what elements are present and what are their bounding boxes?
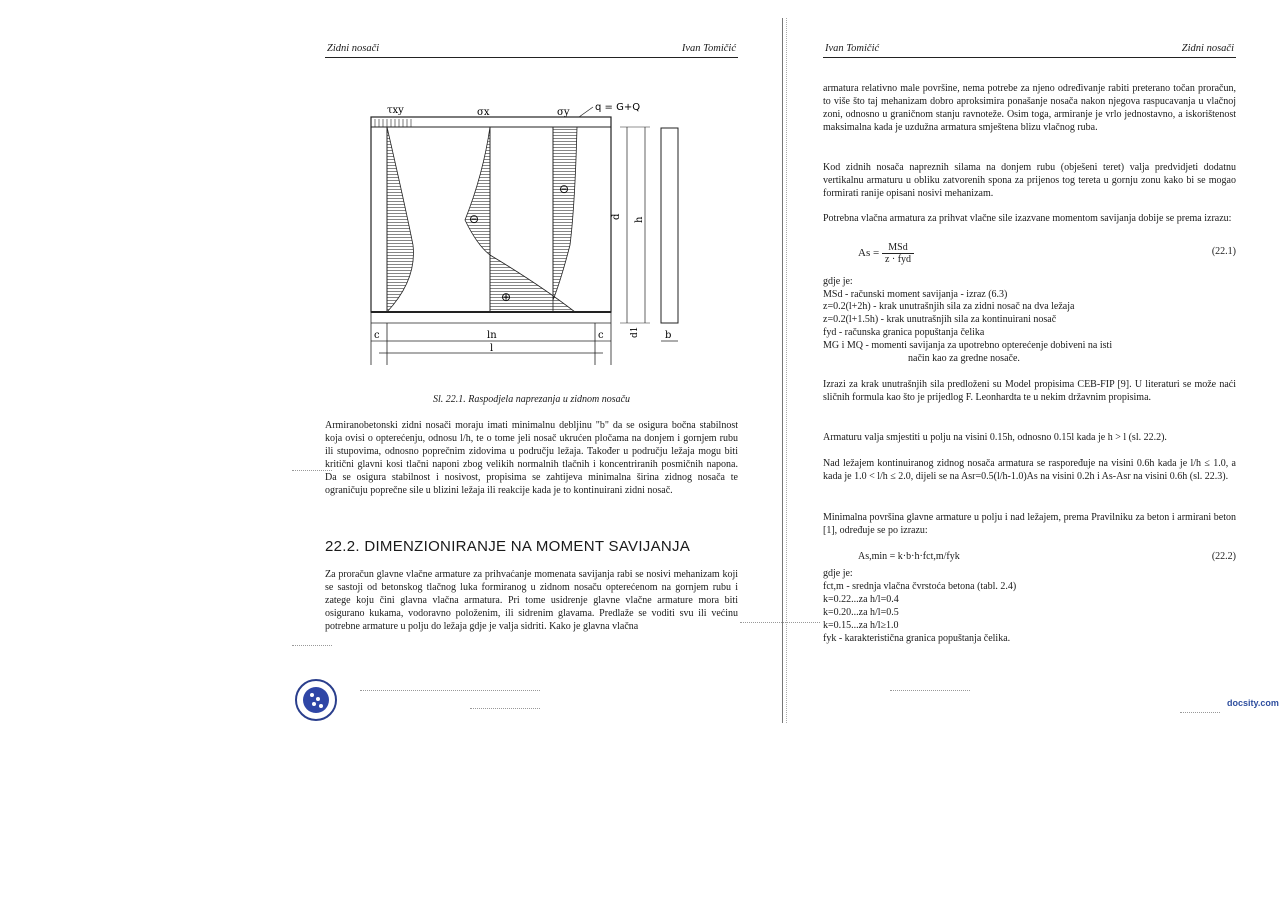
left-header-title: Zidni nosači [327, 43, 380, 54]
def1-item: način kao za gredne nosače. [908, 353, 1020, 364]
equation-22-2: As,min = k·b·h·fct,m/fyk [858, 551, 960, 562]
right-header-title: Zidni nosači [1181, 43, 1234, 54]
where-label-2: gdje je: [823, 568, 853, 579]
right-paragraph-5b: Nad ležajem kontinuiranog zidnog nosača armatura se raspoređuje na visini 0.6h kada je l/h ≤ 1.0, a kada je 1.0 < l/h ≤ 2.0, dijeli se na Asr=0.5(l/h-1.0)As na visini 0.2h i As-Asr na visini 0.6h (sl. 22.3). [823, 458, 1236, 482]
def1-item: fyd - računska granica popuštanja čelika [823, 327, 985, 338]
eq2-number: (22.2) [1211, 551, 1236, 562]
c-right-label: c [598, 330, 604, 341]
logo-dot [319, 704, 323, 708]
eq1-number: (22.1) [1211, 246, 1236, 257]
left-paragraph-1: Armiranobetonski zidni nosači moraju imati minimalnu debljinu "b" da se osigura bočna stabilnost koja ovisi o opterećenju, odnosu l/h, te o tome jeli nosač ukrućen pločama na donjem i gornjem rubu ili stupovima, odnosno poprečnim zidovima u području ležaja. Također u području ležaja mogu biti kritični glavni kosi tlačni naponi zbog velikih normalnih tlačnih i koncentriranih posmičnih napona. Da se osigura stabilnost i nosivost, propisima se zahtijeva minimalna širina zidnog nosača te ograničuju poprečne sile u blizini ležaja ili reakcije kada je to kontinuirani zidni nosač. [325, 420, 738, 496]
h-label: h [634, 216, 645, 223]
right-paragraph-4: Izrazi za krak unutrašnjih sila predloženi su Model propisima CEB-FIP [9]. U literaturi se može naći sličnih formula kao što je prijedlog F. Leonhardta te u nekim državnim propisima. [823, 379, 1236, 403]
section-title: 22.2. DIMENZIONIRANJE NA MOMENT SAVIJANJA [325, 538, 691, 555]
load-label: q = G+Q [595, 102, 641, 113]
logo-dot [310, 693, 314, 697]
load-arrows [375, 119, 411, 127]
scan-noise [740, 622, 820, 623]
figure-caption: Sl. 22.1. Raspodjela naprezanja u zidnom nosaču [432, 394, 631, 405]
scan-noise [360, 690, 540, 691]
logo-dot [316, 697, 320, 701]
eq1-denominator: z · fyd [884, 254, 912, 265]
def2-item: k=0.15...za h/l≥1.0 [823, 620, 899, 631]
l-label: l [490, 343, 494, 354]
scan-noise [292, 470, 332, 471]
docsity-logo-icon[interactable] [295, 679, 337, 721]
logo-dot [312, 702, 316, 706]
right-paragraph-5a: Armaturu valja smjestiti u polju na visini 0.15h, odnosno 0.15l kada je h > l (sl. 22.2). [823, 432, 1167, 443]
left-page-header [325, 43, 738, 58]
scan-noise [890, 690, 970, 691]
tau-diagram [387, 127, 413, 312]
d1-label: d1 [630, 326, 640, 338]
sigma-x-label: σx [477, 107, 490, 118]
right-header-author: Ivan Tomičić [825, 43, 880, 54]
where-label-1: gdje je: [823, 276, 853, 287]
def1-item: z=0.2(l+2h) - krak unutrašnjih sila za zidni nosač na dva ležaja [823, 301, 1075, 312]
ln-label: ln [487, 330, 497, 341]
def2-item: fct,m - srednja vlačna čvrstoća betona (tabl. 2.4) [823, 581, 1017, 592]
def1-item: MG i MQ - momenti savijanja za upotrebno opterećenje dobiveni na isti [823, 340, 1113, 351]
minus-sign-1: ⊖ [469, 212, 480, 226]
def1-item: MSd - računski moment savijanja - izraz (6.3) [823, 289, 1008, 300]
equation-22-1 [858, 242, 914, 265]
def1-item: z=0.2(l+1.5h) - krak unutrašnjih sila za kontinuirani nosač [823, 314, 1057, 325]
scan-noise [1180, 712, 1220, 713]
eq1-lhs: As = [858, 247, 880, 260]
logo-inner [303, 687, 329, 713]
docsity-brand-link[interactable]: docsity.com [1227, 698, 1279, 708]
sigma-x-diagram-top [465, 127, 490, 255]
book-spine [782, 18, 783, 723]
eq1-fraction [882, 242, 914, 265]
right-paragraph-3: Potrebna vlačna armatura za prihvat vlačne sile izazvane momentom savijanja dobije se prema izrazu: [823, 213, 1232, 224]
scan-noise [292, 645, 332, 646]
right-paragraph-1: armatura relativno male površine, nema potrebe za njeno određivanje rabiti preterano točan proračun, to više što taj mehanizam dobro aproksimira ponašanje nosača nakon njegova raspucavanja u vlačnoj zoni, odnosno u graničnom stanju ravnoteže. Osim toga, armiranje je vrlo jednostavno, a iskorištenost maksimalna kada je uzdužna armatura smještena blizu vlačnog ruba. [823, 83, 1236, 133]
def2-item: fyk - karakteristična granica popuštanja čelika. [823, 633, 1011, 644]
left-paragraph-2: Za proračun glavne vlačne armature za prihvaćanje momenata savijanja rabi se nosivi mehanizam koji se sastoji od betonskog tlačnog luka formiranog u zidnom nosaču opterećenom na gornjem rubu i zatege koju čini glavna vlačna armatura. Pri tome usidrenje glavne vlačne armature mora biti osigurano kukama, vodoravno položenim, ili sidrenim glavama. Predlaže se voditi svu ili većinu potrebne armature u polju do ležaja gdje je valja sidriti. Kako je glavna vlačna [325, 569, 738, 632]
c-left-label: c [374, 330, 380, 341]
right-paragraph-2: Kod zidnih nosača napreznih silama na donjem rubu (obješeni teret) valja predvidjeti dodatnu vertikalnu armaturu u obliku zatvorenih spona za prijenos tog tereta u gornju zonu kako bi se mogao formirati ranije opisani nosivi mehanizam. [823, 162, 1236, 199]
minus-sign-2: ⊖ [559, 182, 570, 196]
sigma-y-label: σy [557, 107, 570, 118]
left-header-author: Ivan Tomičić [681, 43, 736, 54]
cross-section [661, 128, 678, 323]
right-page [823, 0, 1236, 725]
b-label: b [665, 330, 672, 341]
left-page [325, 0, 738, 725]
right-paragraph-6: Minimalna površina glavne armature u polju i nad ležajem, prema Pravilniku za beton i armirani beton [1], određuje se po izrazu: [823, 512, 1236, 536]
eq1-numerator: MSd [882, 242, 914, 254]
book-spine-shadow [786, 18, 787, 723]
def2-item: k=0.22...za h/l=0.4 [823, 594, 899, 605]
tau-label: τxy [387, 105, 404, 116]
sigma-y-diagram [553, 127, 577, 300]
scan-noise [470, 708, 540, 709]
d-label: d [611, 213, 622, 220]
stress-distribution-figure [365, 95, 685, 370]
def2-item: k=0.20...za h/l=0.5 [823, 607, 899, 618]
right-page-header [823, 43, 1236, 58]
plus-sign: ⊕ [501, 290, 512, 304]
